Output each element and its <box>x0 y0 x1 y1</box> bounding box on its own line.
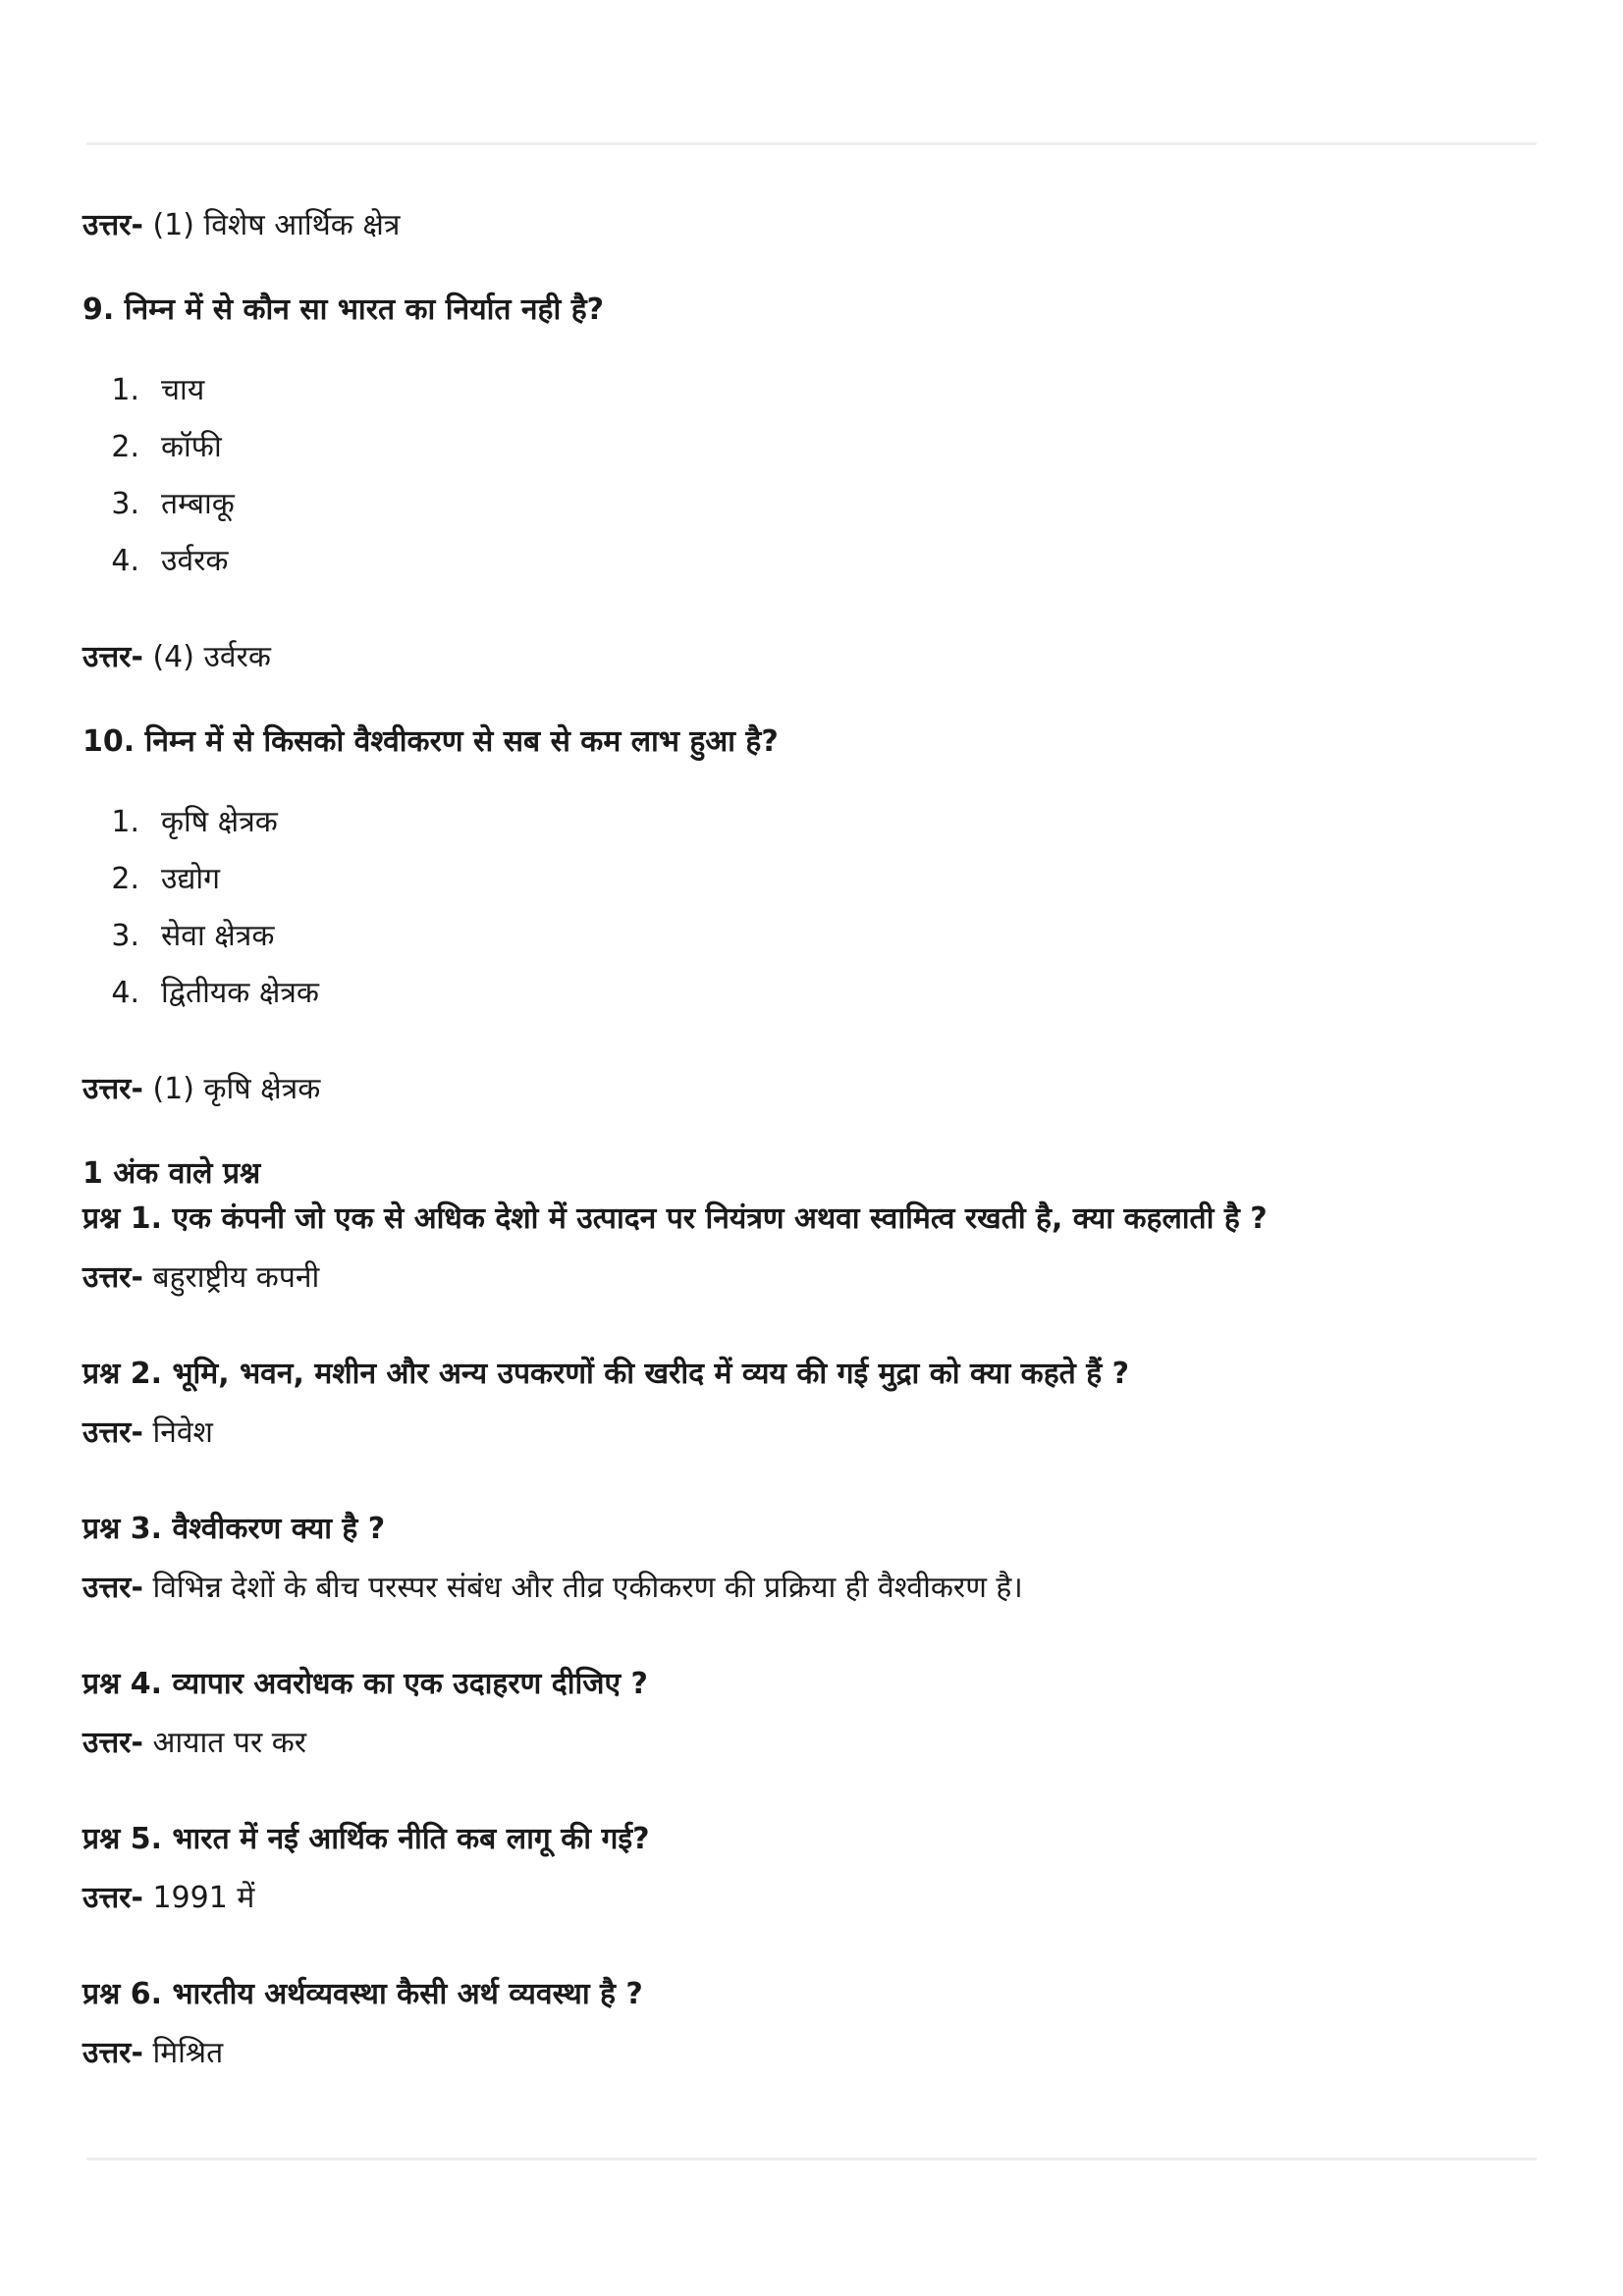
qa-question: प्रश्न 6. भारतीय अर्थव्यवस्था कैसी अर्थ व्यवस्था है ? <box>82 1977 643 2011</box>
qa-question: प्रश्न 2. भूमि, भवन, मशीन और अन्य उपकरणों की खरीद में व्यय की गई मुद्रा को क्या कहते हैं ? <box>82 1357 1129 1391</box>
document-body <box>82 204 1545 2128</box>
question-10: 10. निम्न में से किसको वैश्वीकरण से सब से कम लाभ हुआ है? <box>82 724 779 759</box>
option-item <box>82 915 1545 972</box>
section-heading: 1 अंक वाले प्रश्न <box>82 1156 261 1191</box>
qa-answer <box>82 1256 1545 1315</box>
question-9-options <box>82 369 1545 597</box>
question-9: 9. निम्न में से कौन सा भारत का निर्यात नही है? <box>82 293 605 327</box>
answer-label: उत्तर- <box>82 1726 143 1760</box>
option-number: 3. <box>111 487 139 521</box>
question-10-answer <box>82 1068 1545 1111</box>
option-text: कृषि क्षेत्रक <box>161 805 278 839</box>
option-item <box>82 369 1545 426</box>
answer-text: (1) कृषि क्षेत्रक <box>152 1072 321 1106</box>
option-item <box>82 540 1545 597</box>
qa-question: प्रश्न 1. एक कंपनी जो एक से अधिक देशो में उत्पादन पर नियंत्रण अथवा स्वामित्व रखती है, क्या कहलाती है ? <box>82 1201 1268 1236</box>
answer-text: 1991 में <box>152 1881 255 1915</box>
answer-label: उत्तर- <box>82 1415 143 1450</box>
option-item <box>82 972 1545 1029</box>
option-item <box>82 801 1545 858</box>
qa-answer <box>82 1567 1545 1626</box>
answer-label: उत्तर- <box>82 2036 143 2070</box>
top-divider <box>86 142 1537 145</box>
option-text: उद्योग <box>161 862 220 896</box>
answer-text: (1) विशेष आर्थिक क्षेत्र <box>152 208 401 242</box>
qa-item-2 <box>82 1353 1545 1470</box>
answer-text: आयात पर कर <box>152 1726 307 1760</box>
prev-answer-line <box>82 204 1545 247</box>
answer-label: उत्तर- <box>82 208 143 242</box>
option-text: कॉफी <box>161 430 222 464</box>
qa-answer <box>82 1877 1545 1936</box>
bottom-divider <box>86 2158 1537 2161</box>
option-number: 4. <box>111 544 139 578</box>
option-number: 3. <box>111 919 139 953</box>
qa-answer <box>82 2032 1545 2091</box>
answer-text: मिश्रित <box>152 2036 224 2070</box>
answer-text: बहुराष्ट्रीय कपनी <box>152 1260 320 1295</box>
qa-item-6 <box>82 1973 1545 2091</box>
qa-item-3 <box>82 1508 1545 1626</box>
option-text: उर्वरक <box>161 544 229 578</box>
answer-text: विभिन्न देशों के बीच परस्पर संबंध और तीव्र एकीकरण की प्रक्रिया ही वैश्वीकरण है। <box>152 1571 1023 1605</box>
option-item <box>82 426 1545 483</box>
option-number: 2. <box>111 862 139 896</box>
option-text: द्वितीयक क्षेत्रक <box>161 976 319 1010</box>
qa-question: प्रश्न 3. वैश्वीकरण क्या है ? <box>82 1512 386 1546</box>
qa-question: प्रश्न 5. भारत में नई आर्थिक नीति कब लागू की गई? <box>82 1822 650 1856</box>
qa-question: प्रश्न 4. व्यापार अवरोधक का एक उदाहरण दीजिए ? <box>82 1667 648 1701</box>
option-text: चाय <box>161 373 205 407</box>
option-text: सेवा क्षेत्रक <box>161 919 275 953</box>
answer-label: उत्तर- <box>82 1072 143 1106</box>
answer-label: उत्तर- <box>82 640 143 674</box>
option-text: तम्बाकू <box>161 487 235 521</box>
qa-item-5 <box>82 1818 1545 1936</box>
qa-item-4 <box>82 1663 1545 1781</box>
option-number: 1. <box>111 805 139 839</box>
qa-answer <box>82 1412 1545 1470</box>
qa-item-1 <box>82 1198 1545 1315</box>
answer-label: उत्तर- <box>82 1571 143 1605</box>
option-number: 1. <box>111 373 139 407</box>
answer-text: निवेश <box>152 1415 213 1450</box>
question-10-options <box>82 801 1545 1029</box>
option-item <box>82 483 1545 540</box>
option-number: 2. <box>111 430 139 464</box>
answer-text: (4) उर्वरक <box>152 640 271 674</box>
option-item <box>82 858 1545 915</box>
option-number: 4. <box>111 976 139 1010</box>
answer-label: उत्तर- <box>82 1881 143 1915</box>
question-9-answer <box>82 636 1545 679</box>
answer-label: उत्तर- <box>82 1260 143 1295</box>
qa-answer <box>82 1722 1545 1781</box>
